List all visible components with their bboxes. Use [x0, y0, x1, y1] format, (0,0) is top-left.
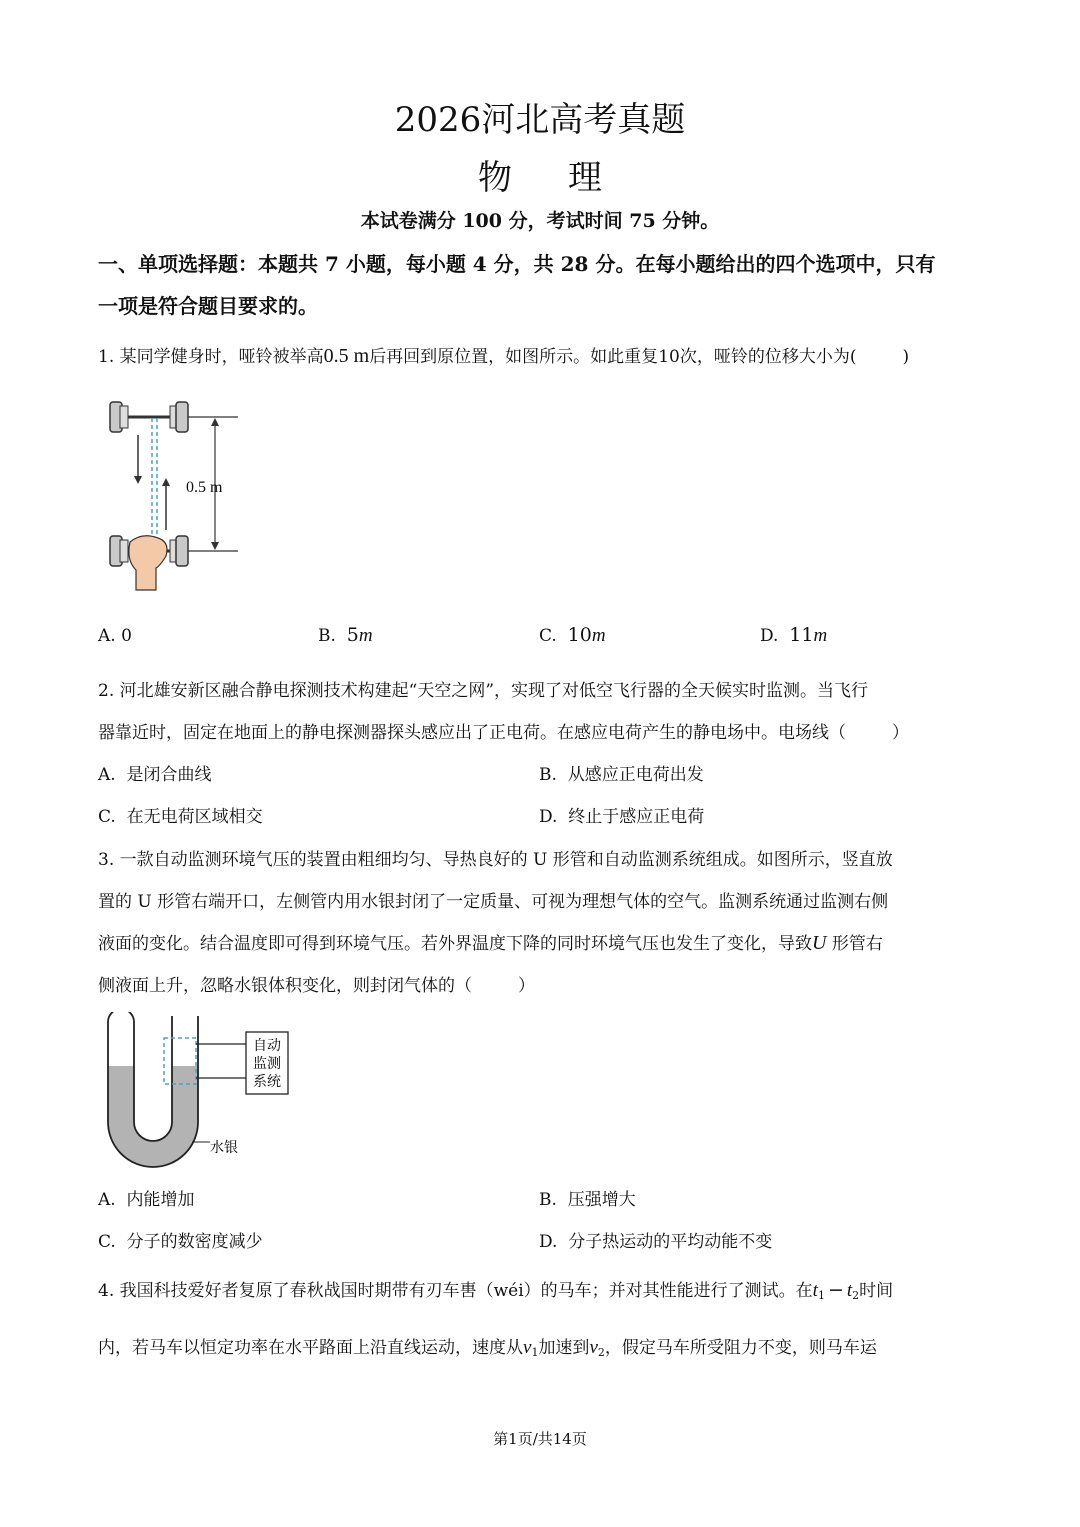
page-footer: 第1页/共14页: [493, 1430, 587, 1448]
q3-option-c: C. 分子的数密度减少: [98, 1232, 263, 1252]
q2-option-b: B. 从感应正电荷出发: [539, 765, 704, 785]
q3-option-d: D. 分子热运动的平均动能不变: [539, 1232, 773, 1252]
exam-title: 2026河北高考真题: [394, 100, 686, 140]
section-heading-line1: 一、单项选择题：本题共 7 小题，每小题 4 分，共 28 分。在每小题给出的四个选项中，只有: [98, 252, 936, 276]
question-3-line4: 侧液面上升，忽略水银体积变化，则封闭气体的（ ）: [98, 976, 535, 996]
system-box-line1: 自动: [253, 1038, 281, 1054]
question-4-line1: 4. 我国科技爱好者复原了春秋战国时期带有刃车軎（wéi）的马车；并对其性能进行了测试。在$t_1 - t_2$时间: [98, 1279, 894, 1302]
q2-option-a: A. 是闭合曲线: [98, 765, 212, 785]
question-2-line1: 2. 河北雄安新区融合静电探测技术构建起“天空之网”，实现了对低空飞行器的全天候实时监测。当飞行: [98, 681, 869, 701]
q1-option-b: B. 5m: [318, 624, 373, 646]
q2-option-d: D. 终止于感应正电荷: [539, 807, 705, 827]
q3-option-b: B. 压强增大: [539, 1190, 636, 1210]
u-tube-figure: [100, 1012, 300, 1172]
exam-info: 本试卷满分 100 分，考试时间 75 分钟。: [360, 210, 720, 232]
question-3-line2: 置的 U 形管右端开口，左侧管内用水银封闭了一定质量、可视为理想气体的空气。监测系统通过监测右侧: [98, 892, 889, 912]
subject-title: 物理: [478, 158, 658, 198]
q2-option-c: C. 在无电荷区域相交: [98, 807, 263, 827]
dumbbell-figure: [100, 390, 250, 600]
q1-option-d: D. 11m: [760, 624, 828, 646]
system-box-line3: 系统: [253, 1074, 281, 1090]
section-heading-line2: 一项是符合题目要求的。: [98, 294, 318, 318]
question-4-line2: 内，若马车以恒定功率在水平路面上沿直线运动，速度从$v_1$加速到$v_2$，假定马车所受阻力不变，则马车运: [98, 1337, 877, 1359]
height-label: 0.5 m: [186, 479, 223, 496]
q3-option-a: A. 内能增加: [98, 1190, 195, 1210]
q1-option-a: A. 0: [98, 626, 132, 646]
q1-option-c: C. 10m: [539, 624, 606, 646]
question-3-line1: 3. 一款自动监测环境气压的装置由粗细均匀、导热良好的 U 形管和自动监测系统组成。如图所示，竖直放: [98, 850, 893, 870]
system-box-line2: 监测: [253, 1056, 281, 1072]
question-3-line3: 液面的变化。结合温度即可得到环境气压。若外界温度下降的同时环境气压也发生了变化，导致U 形管右: [98, 932, 883, 954]
question-2-line2: 器靠近时，固定在地面上的静电探测器探头感应出了正电荷。在感应电荷产生的静电场中。电场线（ ）: [98, 723, 909, 743]
mercury-label: 水银: [210, 1140, 238, 1156]
question-1-text: 1. 某同学健身时，哑铃被举高0.5 m后再回到原位置，如图所示。如此重复10次，哑铃的位移大小为( ): [98, 345, 910, 367]
